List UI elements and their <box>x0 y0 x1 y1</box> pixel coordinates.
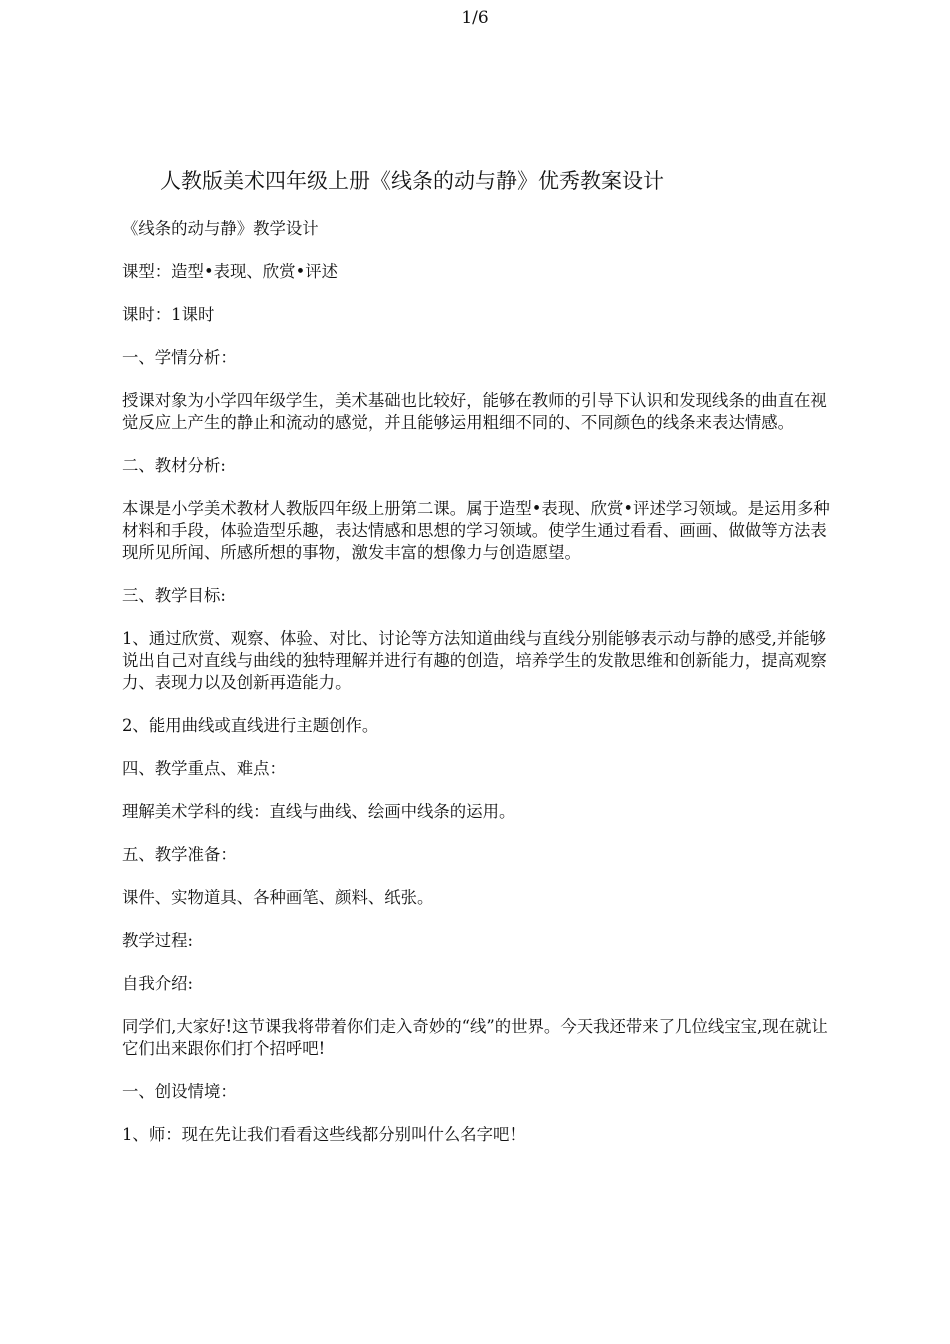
body-paragraph: 同学们,大家好!这节课我将带着你们走入奇妙的“线”的世界。今天我还带来了几位线宝宝,现在就让它们出来跟你们打个招呼吧! <box>122 1017 828 1058</box>
course-hours: 课时：1课时 <box>122 305 215 324</box>
course-type: 课型：造型•表现、欣赏•评述 <box>122 262 339 281</box>
document-title: 人教版美术四年级上册《线条的动与静》优秀教案设计 <box>160 169 664 193</box>
page-number: 1/6 <box>461 8 489 28</box>
body-paragraph: 理解美术学科的线：直线与曲线、绘画中线条的运用。 <box>122 802 516 821</box>
section-heading-process: 教学过程: <box>122 931 194 950</box>
list-item: 2、能用曲线或直线进行主题创作。 <box>122 716 379 735</box>
body-paragraph: 授课对象为小学四年级学生，美术基础也比较好，能够在教师的引导下认识和发现线条的曲直在视觉反应上产生的静止和流动的感觉，并且能够运用粗细不同的、不同颜色的线条来表达情感。 <box>122 391 827 432</box>
section-heading-4: 四、教学重点、难点： <box>122 759 286 778</box>
section-heading-5: 五、教学准备： <box>122 845 237 864</box>
section-heading-intro: 自我介绍: <box>122 974 194 993</box>
section-heading-situation: 一、创设情境： <box>122 1082 237 1101</box>
list-item: 1、通过欣赏、观察、体验、对比、讨论等方法知道曲线与直线分别能够表示动与静的感受,并能够说出自己对直线与曲线的独特理解并进行有趣的创造，培养学生的发散思维和创新能力，提高观察力、表现力以及创新再造能力。 <box>122 629 827 692</box>
section-heading-3: 三、教学目标: <box>122 586 226 605</box>
subtitle: 《线条的动与静》教学设计 <box>122 219 319 238</box>
section-heading-2: 二、教材分析: <box>122 456 226 475</box>
list-item: 1、师：现在先让我们看看这些线都分别叫什么名字吧！ <box>122 1125 526 1144</box>
body-paragraph: 本课是小学美术教材人教版四年级上册第二课。属于造型•表现、欣赏•评述学习领域。是运用多种材料和手段，体验造型乐趣，表达情感和思想的学习领域。使学生通过看看、画画、做做等方法表现所见所闻、所感所想的事物，激发丰富的想像力与创造愿望。 <box>122 499 830 562</box>
section-heading-1: 一、学情分析： <box>122 348 237 367</box>
body-paragraph: 课件、实物道具、各种画笔、颜料、纸张。 <box>122 888 434 907</box>
document-body <box>122 218 830 1167</box>
